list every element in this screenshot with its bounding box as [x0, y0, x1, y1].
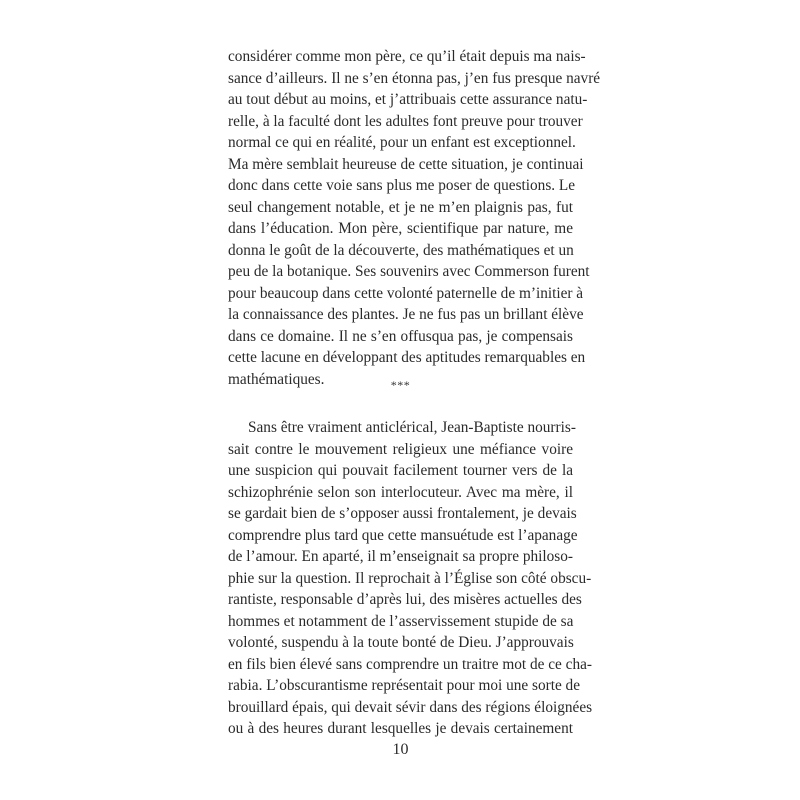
text-line: ou à des heures durant lesquelles je devais certainement — [228, 720, 573, 737]
text-line: sance d’ailleurs. Il ne s’en étonna pas, j’en fus presque navré — [228, 69, 601, 87]
paragraph-1 — [228, 46, 601, 390]
text-line: volonté, suspendu à la toute bonté de Dieu. J’approuvais — [228, 634, 574, 651]
section-separator: *** — [390, 378, 411, 392]
text-line: comprendre plus tard que cette mansuétude est l’apanage — [228, 526, 578, 544]
text-line: seul changement notable, et je ne m’en plaignis pas, fut — [228, 198, 573, 216]
text-line: normal ce qui en réalité, pour un enfant est exceptionnel. — [228, 134, 576, 151]
text-line: au tout début au moins, et j’attribuais cette assurance natu- — [228, 91, 588, 108]
text-line: rabia. L’obscurantisme représentait pour moi une sorte de — [228, 677, 580, 694]
text-line: cette lacune en développant des aptitudes remarquables en — [228, 349, 586, 366]
text-line: de l’amour. En aparté, il m’enseignait sa propre philoso- — [228, 548, 573, 565]
text-line: relle, à la faculté dont les adultes font preuve pour trouver — [228, 112, 583, 130]
text-line: peu de la botanique. Ses souvenirs avec Commerson furent — [228, 263, 590, 280]
page-number: 10 — [392, 741, 409, 758]
text-line: Sans être vraiment anticlérical, Jean-Baptiste nourris- — [248, 419, 576, 436]
text-line: donna le goût de la découverte, des mathématiques et un — [228, 241, 574, 259]
text-line: la connaissance des plantes. Je ne fus pas un brillant élève — [228, 306, 584, 323]
text-line: en fils bien élevé sans comprendre un traitre mot de ce cha- — [228, 655, 592, 673]
text-line: brouillard épais, qui devait sévir dans des régions éloignées — [228, 698, 593, 716]
text-line: pour beaucoup dans cette volonté paternelle de m’initier à — [228, 284, 584, 302]
text-line: hommes et notamment de l’asservissement stupide de sa — [228, 612, 574, 630]
text-line: Ma mère semblait heureuse de cette situation, je continuai — [228, 155, 584, 173]
text-line: sait contre le mouvement religieux une méfiance voire — [228, 440, 573, 458]
paragraph-2 — [228, 417, 593, 740]
text-line: phie sur la question. Il reprochait à l’Église son côté obscu- — [228, 569, 592, 587]
text-line: se gardait bien de s’opposer aussi frontalement, je devais — [228, 505, 577, 522]
text-line: dans l’éducation. Mon père, scientifique par nature, me — [228, 220, 573, 237]
text-line: schizophrénie selon son interlocuteur. Avec ma mère, il — [228, 483, 573, 501]
text-line: donc dans cette voie sans plus me poser de questions. Le — [228, 177, 576, 194]
text-line: dans ce domaine. Il ne s’en offusqua pas, je compensais — [228, 327, 573, 345]
text-line: considérer comme mon père, ce qu’il était depuis ma nais- — [228, 48, 586, 65]
text-line: rantiste, responsable d’après lui, des misères actuelles des — [228, 591, 582, 608]
text-line: une suspicion qui pouvait facilement tourner vers de la — [228, 462, 573, 479]
text-line: mathématiques. — [228, 370, 325, 388]
